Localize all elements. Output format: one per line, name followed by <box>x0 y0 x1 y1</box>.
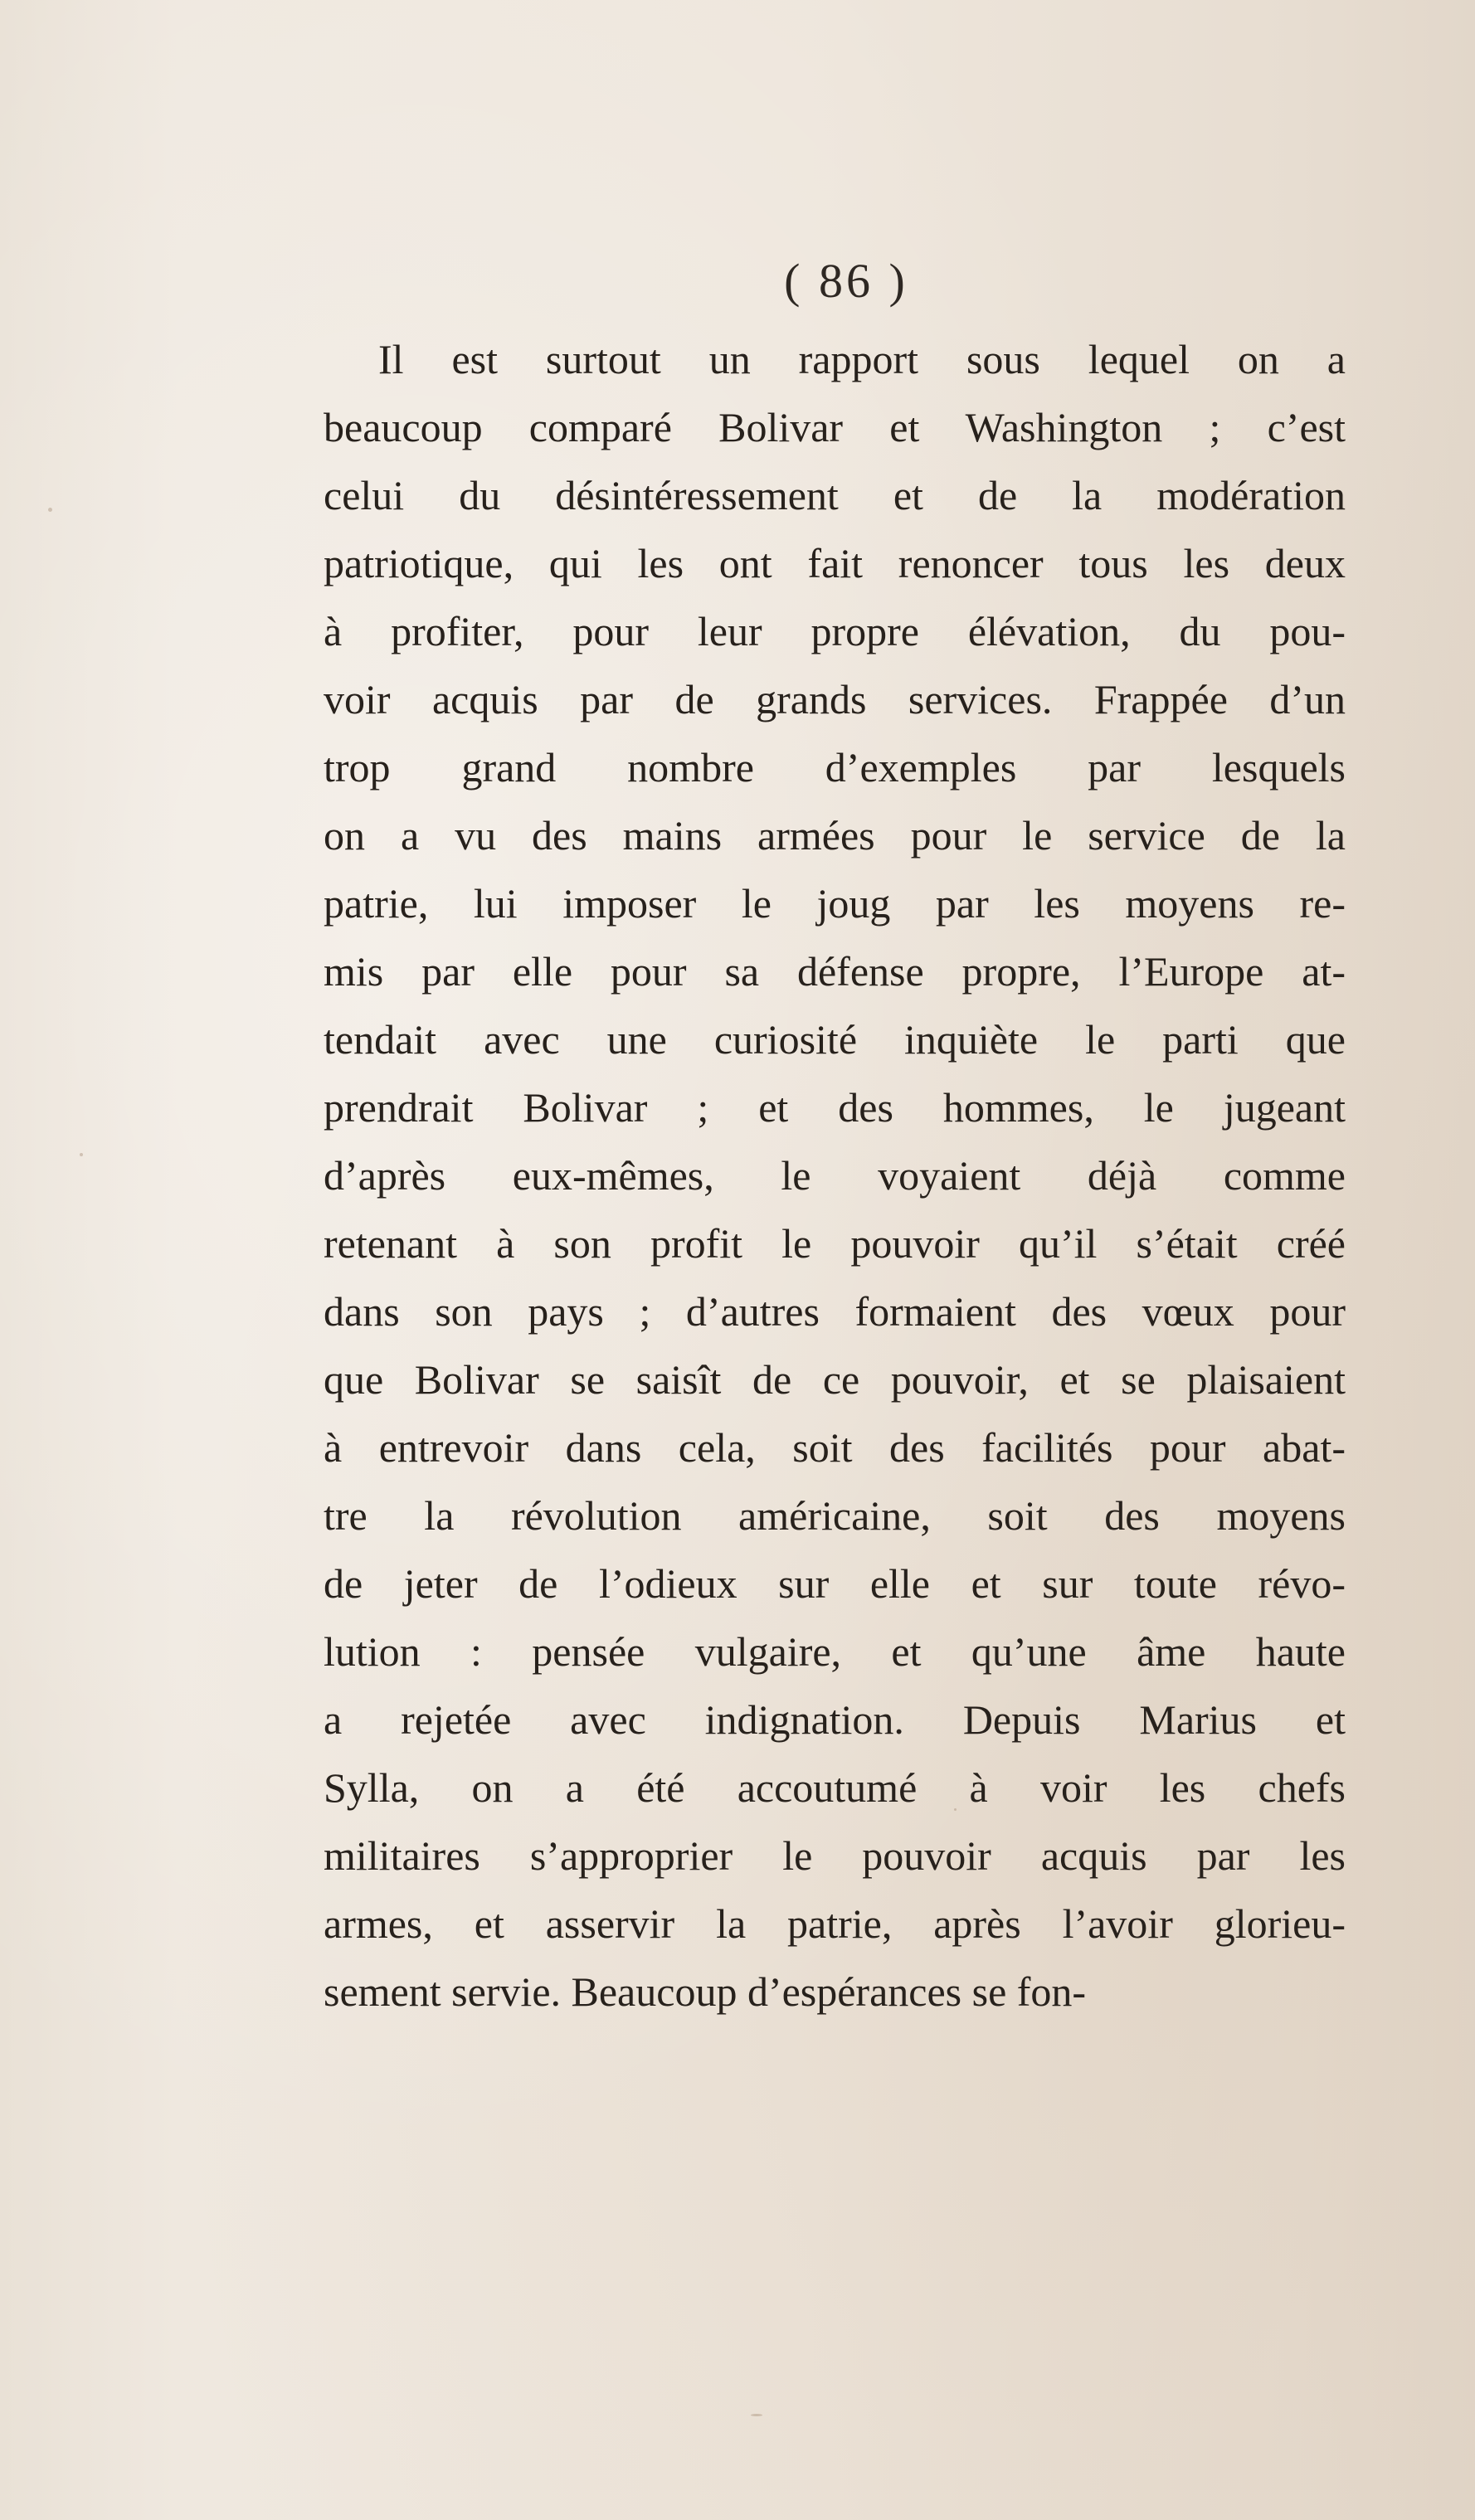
text-line: que Bolivar se saisît de ce pouvoir, et se plaisaient <box>324 1356 1346 1403</box>
paper-spot <box>80 1153 83 1156</box>
text-line: lution : pensée vulgaire, et qu’une âme haute <box>324 1628 1346 1675</box>
text-line: d’après eux-mêmes, le voyaient déjà comme <box>324 1152 1346 1199</box>
text-line: mis par elle pour sa défense propre, l’Europe at- <box>324 948 1346 995</box>
text-line: Il est surtout un rapport sous lequel on a <box>378 336 1346 382</box>
paper-spot <box>48 508 52 512</box>
text-line: sement servie. Beaucoup d’espérances se fon- <box>324 1968 1087 2015</box>
text-line: beaucoup comparé Bolivar et Washington ; c’est <box>324 404 1346 450</box>
text-line: voir acquis par de grands services. Frappée d’un <box>324 676 1346 722</box>
text-line: celui du désintéressement et de la modération <box>324 472 1346 518</box>
text-line: à entrevoir dans cela, soit des facilités pour abat- <box>324 1424 1346 1471</box>
page-number: ( 86 ) <box>784 254 908 308</box>
text-line: armes, et asservir la patrie, après l’avoir glorieu- <box>324 1900 1346 1947</box>
text-line: patrie, lui imposer le joug par les moyens re- <box>324 880 1346 927</box>
paper-spot <box>751 2414 762 2416</box>
text-line: prendrait Bolivar ; et des hommes, le jugeant <box>324 1084 1346 1131</box>
text-line: militaires s’approprier le pouvoir acquis par les <box>324 1832 1346 1879</box>
text-line: Sylla, on a été accoutumé à voir les chefs <box>324 1764 1346 1811</box>
body-text <box>324 325 1346 2026</box>
text-line: patriotique, qui les ont fait renoncer tous les deux <box>324 540 1346 586</box>
text-line: de jeter de l’odieux sur elle et sur toute révo- <box>324 1560 1346 1607</box>
text-line: tendait avec une curiosité inquiète le parti que <box>324 1016 1346 1063</box>
text-line: on a vu des mains armées pour le service de la <box>324 812 1346 859</box>
text-line: tre la révolution américaine, soit des moyens <box>324 1492 1346 1539</box>
text-line: a rejetée avec indignation. Depuis Marius et <box>324 1696 1346 1743</box>
text-line: trop grand nombre d’exemples par lesquels <box>324 744 1346 791</box>
text-line: à profiter, pour leur propre élévation, du pou- <box>324 608 1346 654</box>
text-line: dans son pays ; d’autres formaient des vœux pour <box>324 1288 1346 1335</box>
text-line: retenant à son profit le pouvoir qu’il s’était créé <box>324 1220 1346 1267</box>
